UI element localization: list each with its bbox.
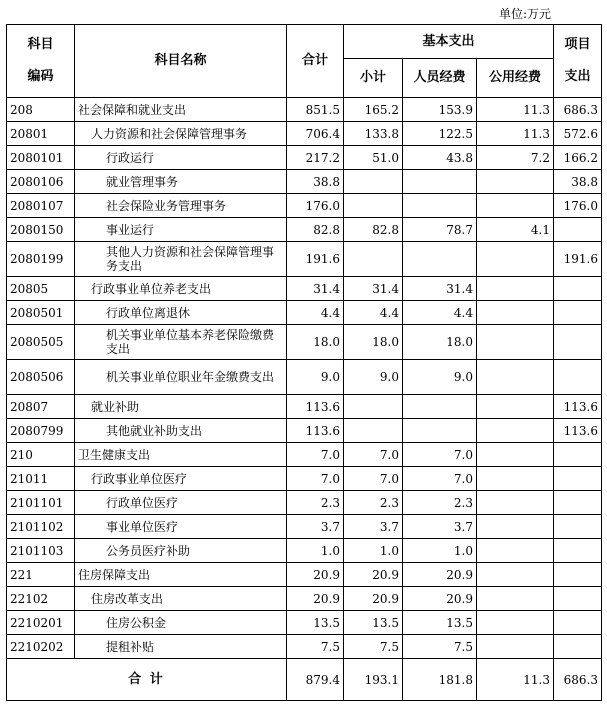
cell-code: 2080199	[7, 242, 75, 277]
cell-personnel: 4.4	[403, 301, 477, 325]
cell-project	[554, 443, 602, 467]
cell-total: 3.7	[287, 515, 344, 539]
table-row	[7, 146, 602, 170]
cell-subtotal: 20.9	[344, 587, 403, 611]
table-row	[7, 360, 602, 395]
table-row	[7, 515, 602, 539]
cell-personnel: 153.9	[403, 98, 477, 122]
cell-code: 2101102	[7, 515, 75, 539]
cell-public	[477, 515, 554, 539]
cell-subtotal: 2.3	[344, 491, 403, 515]
header-project-line2: 支出	[564, 69, 591, 84]
cell-personnel: 9.0	[403, 360, 477, 395]
table-row	[7, 218, 602, 242]
cell-public	[477, 467, 554, 491]
cell-public	[477, 242, 554, 277]
table-row	[7, 467, 602, 491]
cell-name: 机关事业单位职业年金缴费支出	[75, 360, 287, 395]
total-label: 合 计	[7, 659, 287, 701]
cell-personnel: 3.7	[403, 515, 477, 539]
total-cell-public: 11.3	[477, 659, 554, 701]
cell-total: 4.4	[287, 301, 344, 325]
cell-public: 11.3	[477, 122, 554, 146]
cell-public	[477, 587, 554, 611]
cell-name: 卫生健康支出	[75, 443, 287, 467]
cell-total: 2.3	[287, 491, 344, 515]
cell-code: 2080506	[7, 360, 75, 395]
total-cell-subtotal: 193.1	[344, 659, 403, 701]
table-row	[7, 443, 602, 467]
cell-project	[554, 539, 602, 563]
table-row	[7, 98, 602, 122]
table-row	[7, 635, 602, 659]
cell-code: 2080107	[7, 194, 75, 218]
cell-project	[554, 491, 602, 515]
cell-personnel: 7.0	[403, 443, 477, 467]
cell-subtotal: 82.8	[344, 218, 403, 242]
cell-code: 2080799	[7, 419, 75, 443]
cell-project	[554, 360, 602, 395]
cell-public	[477, 194, 554, 218]
header-personnel: 人员经费	[403, 59, 477, 98]
cell-project	[554, 301, 602, 325]
cell-name: 事业运行	[75, 218, 287, 242]
cell-personnel: 122.5	[403, 122, 477, 146]
cell-total: 31.4	[287, 277, 344, 301]
cell-total: 7.0	[287, 467, 344, 491]
header-project	[554, 25, 602, 98]
cell-name: 机关事业单位基本养老保险缴费支出	[75, 325, 287, 360]
cell-total: 13.5	[287, 611, 344, 635]
cell-code: 20807	[7, 395, 75, 419]
table-row	[7, 395, 602, 419]
cell-public: 7.2	[477, 146, 554, 170]
cell-personnel: 7.5	[403, 635, 477, 659]
cell-code: 2080150	[7, 218, 75, 242]
cell-project	[554, 515, 602, 539]
cell-public	[477, 563, 554, 587]
cell-subtotal: 3.7	[344, 515, 403, 539]
cell-project: 113.6	[554, 419, 602, 443]
cell-personnel: 13.5	[403, 611, 477, 635]
cell-personnel: 2.3	[403, 491, 477, 515]
table-body	[7, 98, 602, 659]
header-code-line1: 科目	[27, 37, 54, 52]
header-name: 科目名称	[75, 25, 287, 98]
cell-total: 38.8	[287, 170, 344, 194]
cell-subtotal: 165.2	[344, 98, 403, 122]
header-total: 合计	[287, 25, 344, 98]
cell-project	[554, 277, 602, 301]
cell-public	[477, 301, 554, 325]
cell-public	[477, 170, 554, 194]
cell-project: 166.2	[554, 146, 602, 170]
cell-name: 行政事业单位养老支出	[75, 277, 287, 301]
cell-personnel	[403, 395, 477, 419]
budget-table	[6, 24, 602, 701]
cell-public	[477, 419, 554, 443]
cell-personnel: 31.4	[403, 277, 477, 301]
cell-total: 20.9	[287, 587, 344, 611]
header-project-line1: 项目	[564, 37, 591, 52]
total-cell-total: 879.4	[287, 659, 344, 701]
cell-project	[554, 467, 602, 491]
cell-code: 208	[7, 98, 75, 122]
cell-public	[477, 635, 554, 659]
cell-name: 行政单位医疗	[75, 491, 287, 515]
cell-subtotal: 7.0	[344, 467, 403, 491]
cell-name: 住房改革支出	[75, 587, 287, 611]
header-basic: 基本支出	[344, 25, 554, 59]
table-row	[7, 587, 602, 611]
header-subtotal: 小计	[344, 59, 403, 98]
cell-personnel: 1.0	[403, 539, 477, 563]
cell-public	[477, 611, 554, 635]
cell-subtotal: 7.0	[344, 443, 403, 467]
cell-project	[554, 587, 602, 611]
cell-total: 113.6	[287, 419, 344, 443]
cell-project: 686.3	[554, 98, 602, 122]
cell-name: 就业管理事务	[75, 170, 287, 194]
cell-code: 221	[7, 563, 75, 587]
cell-name: 社会保障和就业支出	[75, 98, 287, 122]
cell-subtotal	[344, 170, 403, 194]
cell-subtotal: 31.4	[344, 277, 403, 301]
cell-total: 176.0	[287, 194, 344, 218]
cell-name: 住房保障支出	[75, 563, 287, 587]
table-row	[7, 277, 602, 301]
cell-name: 提租补贴	[75, 635, 287, 659]
cell-total: 7.0	[287, 443, 344, 467]
table-row	[7, 563, 602, 587]
cell-total: 9.0	[287, 360, 344, 395]
cell-project: 572.6	[554, 122, 602, 146]
cell-project	[554, 635, 602, 659]
table-row	[7, 611, 602, 635]
cell-name: 行政事业单位医疗	[75, 467, 287, 491]
cell-personnel: 78.7	[403, 218, 477, 242]
cell-public	[477, 395, 554, 419]
cell-project: 38.8	[554, 170, 602, 194]
cell-total: 7.5	[287, 635, 344, 659]
cell-code: 2080505	[7, 325, 75, 360]
cell-subtotal: 7.5	[344, 635, 403, 659]
cell-name: 人力资源和社会保障管理事务	[75, 122, 287, 146]
cell-subtotal: 4.4	[344, 301, 403, 325]
cell-public: 4.1	[477, 218, 554, 242]
cell-project: 191.6	[554, 242, 602, 277]
cell-total: 191.6	[287, 242, 344, 277]
cell-public: 11.3	[477, 98, 554, 122]
cell-project	[554, 611, 602, 635]
cell-total: 1.0	[287, 539, 344, 563]
cell-name: 行政运行	[75, 146, 287, 170]
cell-public	[477, 277, 554, 301]
cell-code: 22102	[7, 587, 75, 611]
header-row-1	[7, 25, 602, 59]
cell-project	[554, 563, 602, 587]
cell-personnel	[403, 242, 477, 277]
cell-personnel	[403, 419, 477, 443]
cell-total: 82.8	[287, 218, 344, 242]
total-cell-project: 686.3	[554, 659, 602, 701]
cell-code: 2101103	[7, 539, 75, 563]
cell-total: 217.2	[287, 146, 344, 170]
cell-total: 706.4	[287, 122, 344, 146]
cell-name: 行政单位离退休	[75, 301, 287, 325]
cell-total: 18.0	[287, 325, 344, 360]
table-row	[7, 194, 602, 218]
cell-name: 事业单位医疗	[75, 515, 287, 539]
cell-name: 公务员医疗补助	[75, 539, 287, 563]
cell-subtotal: 133.8	[344, 122, 403, 146]
total-row	[7, 659, 602, 701]
cell-public	[477, 443, 554, 467]
cell-project: 113.6	[554, 395, 602, 419]
cell-personnel: 20.9	[403, 587, 477, 611]
cell-code: 21011	[7, 467, 75, 491]
table-row	[7, 122, 602, 146]
cell-name: 其他人力资源和社会保障管理事务支出	[75, 242, 287, 277]
cell-subtotal	[344, 194, 403, 218]
table-row	[7, 491, 602, 515]
cell-subtotal: 51.0	[344, 146, 403, 170]
table-row	[7, 301, 602, 325]
header-code-line2: 编码	[27, 69, 54, 84]
cell-name: 就业补助	[75, 395, 287, 419]
table-row	[7, 170, 602, 194]
cell-public	[477, 539, 554, 563]
cell-subtotal: 9.0	[344, 360, 403, 395]
unit-label: 单位:万元	[498, 7, 551, 21]
header-code	[7, 25, 75, 98]
cell-public	[477, 325, 554, 360]
cell-subtotal: 20.9	[344, 563, 403, 587]
cell-code: 2080101	[7, 146, 75, 170]
table-row	[7, 539, 602, 563]
total-cell-personnel: 181.8	[403, 659, 477, 701]
cell-subtotal	[344, 242, 403, 277]
cell-public	[477, 360, 554, 395]
cell-subtotal	[344, 395, 403, 419]
cell-code: 20801	[7, 122, 75, 146]
cell-code: 2210201	[7, 611, 75, 635]
cell-project	[554, 325, 602, 360]
cell-subtotal	[344, 419, 403, 443]
cell-subtotal: 13.5	[344, 611, 403, 635]
cell-subtotal: 1.0	[344, 539, 403, 563]
cell-public	[477, 491, 554, 515]
cell-subtotal: 18.0	[344, 325, 403, 360]
cell-project: 176.0	[554, 194, 602, 218]
cell-name: 住房公积金	[75, 611, 287, 635]
cell-code: 210	[7, 443, 75, 467]
cell-code: 20805	[7, 277, 75, 301]
table-row	[7, 242, 602, 277]
cell-personnel: 18.0	[403, 325, 477, 360]
cell-project	[554, 218, 602, 242]
header-public: 公用经费	[477, 59, 554, 98]
cell-personnel	[403, 194, 477, 218]
cell-personnel: 43.8	[403, 146, 477, 170]
cell-personnel: 20.9	[403, 563, 477, 587]
cell-name: 社会保险业务管理事务	[75, 194, 287, 218]
cell-code: 2080501	[7, 301, 75, 325]
cell-code: 2210202	[7, 635, 75, 659]
cell-total: 851.5	[287, 98, 344, 122]
cell-code: 2101101	[7, 491, 75, 515]
table-row	[7, 419, 602, 443]
cell-total: 20.9	[287, 563, 344, 587]
cell-personnel	[403, 170, 477, 194]
cell-code: 2080106	[7, 170, 75, 194]
cell-total: 113.6	[287, 395, 344, 419]
table-row	[7, 325, 602, 360]
cell-name: 其他就业补助支出	[75, 419, 287, 443]
cell-personnel: 7.0	[403, 467, 477, 491]
